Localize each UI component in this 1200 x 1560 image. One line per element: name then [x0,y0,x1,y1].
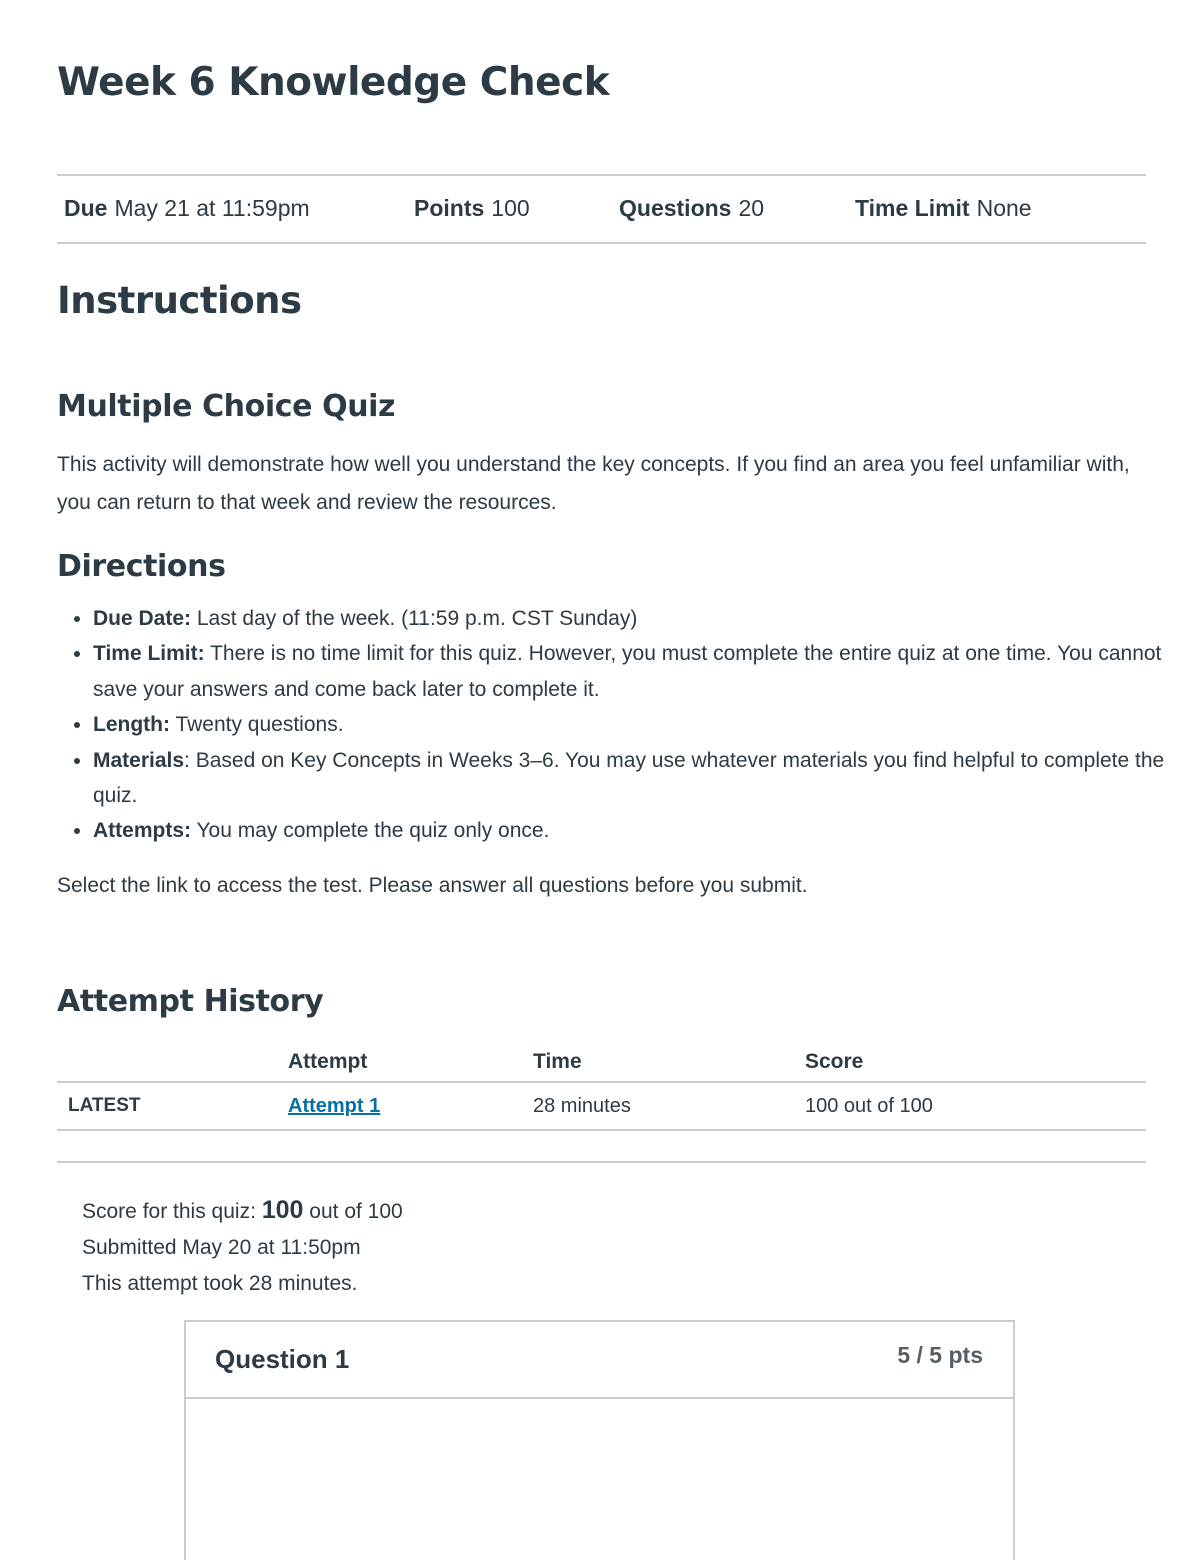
meta-points-label: Points [414,195,485,221]
direction-length [93,707,1168,742]
direction-text: You may complete the quiz only once. [191,819,550,843]
meta-points [414,195,530,222]
latest-tag: LATEST [57,1082,276,1130]
score-cell: 100 out of 100 [805,1082,1146,1130]
direction-label: Attempts: [93,819,191,843]
directions-list [57,601,1168,849]
direction-label: Time Limit: [93,642,205,666]
time-cell: 28 minutes [533,1082,805,1130]
meta-due-label: Due [64,195,108,221]
question-points: 5 / 5 pts [897,1342,983,1368]
directions-heading: Directions [57,549,226,584]
meta-time-limit [855,195,1032,222]
direction-label: Due Date: [93,607,192,630]
direction-label: Materials [93,748,185,772]
score-prefix: Score for this quiz: [82,1200,262,1223]
submitted-line: Submitted May 20 at 11:50pm [82,1236,361,1259]
meta-questions-label: Questions [619,195,732,221]
attempt-cell [276,1082,533,1130]
score-value: 100 [261,1196,304,1224]
meta-due [64,195,310,222]
closing-text: Select the link to access the test. Please answer all questions before you submit. [57,874,808,897]
column-header-attempt: Attempt [276,1043,533,1082]
direction-due-date [93,601,1168,636]
direction-attempts [93,813,1168,848]
table-row [57,1082,1146,1130]
intro-text: This activity will demonstrate how well you understand the key concepts. If you find an area you feel unfamiliar with, you can return to that week and review the resources. [57,453,1130,514]
meta-due-value: May 21 at 11:59pm [114,195,310,221]
column-header [57,1043,276,1082]
quiz-meta-bar [57,174,1146,244]
meta-questions [619,195,764,222]
meta-points-value: 100 [491,195,530,221]
attempt-1-link[interactable]: Attempt 1 [288,1094,381,1117]
question-header [186,1322,1013,1399]
direction-materials [93,743,1168,814]
score-line [82,1192,403,1230]
direction-text: There is no time limit for this quiz. However, you must complete the entire quiz at one time. You cannot save your answers and come back later to complete it. [93,642,1162,701]
section-divider [57,1161,1146,1163]
table-header-row [57,1043,1146,1082]
quiz-type-heading: Multiple Choice Quiz [57,389,396,424]
direction-label: Length: [93,713,170,737]
instructions-heading: Instructions [57,279,302,322]
attempt-history-table [57,1043,1146,1131]
score-summary [82,1192,403,1302]
direction-text: Twenty questions. [169,713,344,737]
column-header-time: Time [533,1043,805,1082]
attempt-history-heading: Attempt History [57,984,324,1019]
score-suffix: out of 100 [303,1200,403,1223]
column-header-score: Score [805,1043,1146,1082]
meta-time-limit-label: Time Limit [855,195,970,221]
question-title: Question 1 [215,1344,350,1374]
question-card [184,1320,1015,1560]
direction-text: Last day of the week. (11:59 p.m. CST Sunday) [191,607,638,630]
meta-time-limit-value: None [976,195,1032,221]
direction-time-limit [93,636,1168,707]
page-title: Week 6 Knowledge Check [57,60,610,105]
duration-line: This attempt took 28 minutes. [82,1272,358,1295]
meta-questions-value: 20 [738,195,765,221]
direction-text: : Based on Key Concepts in Weeks 3–6. You may use whatever materials you find helpful to complete the quiz. [93,748,1165,808]
